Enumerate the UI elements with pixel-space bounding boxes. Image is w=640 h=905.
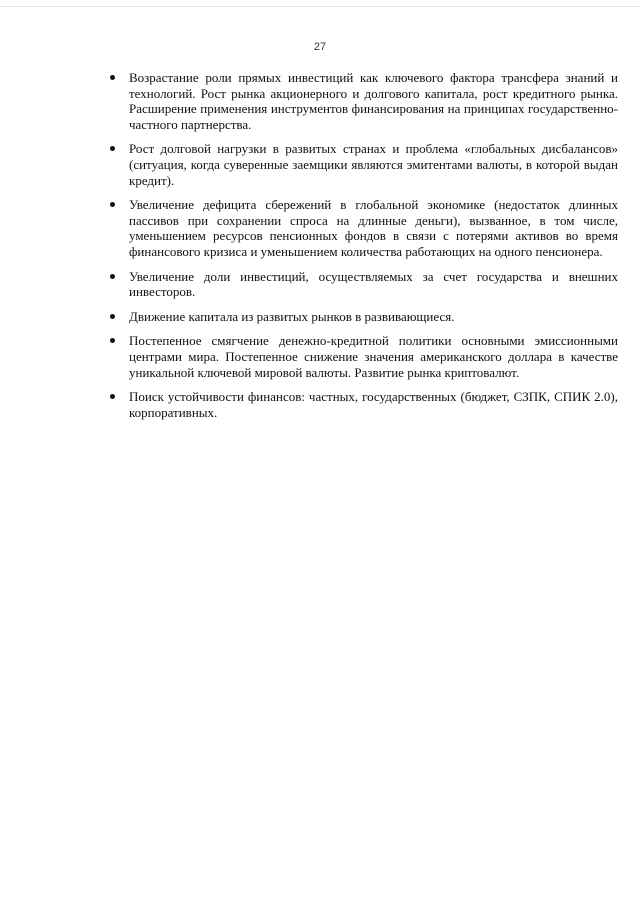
list-item-text: Движение капитала из развитых рынков в развивающиеся. <box>129 308 455 324</box>
list-item-text: Увеличение дефицита сбережений в глобальной экономике (недостаток длинных пассивов при сохранении спроса на длинные деньги), вызванное, в том числе, уменьшением ресурсов пенсионных фондов в связи с потерями активов во время финансового кризиса и уменьшением количества работающих на одного пенсионера. <box>129 197 618 259</box>
list-item <box>107 309 618 325</box>
bullet-icon <box>110 338 115 343</box>
page-top-border <box>0 6 640 7</box>
bullet-icon <box>110 314 115 319</box>
bullet-list <box>107 70 618 429</box>
bullet-icon <box>110 75 115 80</box>
bullet-icon <box>110 274 115 279</box>
list-item-text: Возрастание роли прямых инвестиций как ключевого фактора трансфера знаний и технологий. Рост рынка акционерного и долгового капитала, рост кредитного рынка. Расширение применения инструментов финансирования на принципах государственно-частного партнерства. <box>129 70 618 132</box>
list-item-text: Постепенное смягчение денежно-кредитной политики основными эмиссионными центрами мира. Постепенное снижение значения американского доллара в качестве уникальной ключевой мировой валюты. Развитие рынка криптовалют. <box>129 333 618 380</box>
list-item <box>107 197 618 259</box>
list-item <box>107 269 618 300</box>
bullet-icon <box>110 394 115 399</box>
list-item-text: Поиск устойчивости финансов: частных, государственных (бюджет, СЗПК, СПИК 2.0), корпоративных. <box>129 389 618 420</box>
list-item-text: Увеличение доли инвестиций, осуществляемых за счет государства и внешних инвесторов. <box>129 268 618 300</box>
list-item <box>107 333 618 380</box>
list-item <box>107 389 618 420</box>
bullet-icon <box>110 202 115 207</box>
list-item <box>107 141 618 188</box>
page-number: 27 <box>313 41 327 53</box>
list-item-text: Рост долговой нагрузки в развитых странах и проблема «глобальных дисбалансов» (ситуация, когда суверенные заемщики являются эмитентами валюты, в которой выдан кредит). <box>129 141 618 188</box>
bullet-icon <box>110 146 115 151</box>
list-item <box>107 70 618 132</box>
